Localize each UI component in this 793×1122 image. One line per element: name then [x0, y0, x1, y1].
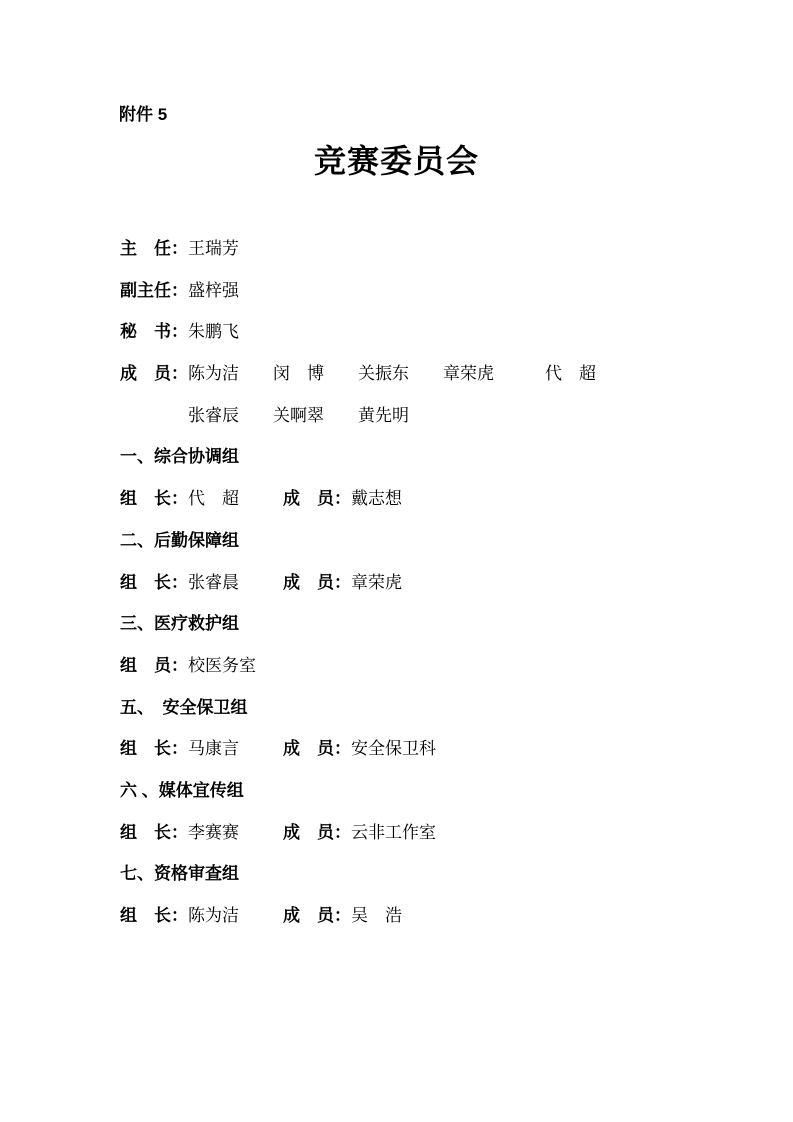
leader-value: 马康言	[188, 739, 239, 759]
page-title: 竞赛委员会	[313, 143, 479, 179]
member-value: 戴志想	[351, 489, 402, 509]
leader-value: 李赛赛	[188, 822, 239, 842]
leader-value: 张睿晨	[188, 572, 239, 592]
group-line-6	[120, 812, 753, 854]
role-value: 张睿辰 关啊翠 黄先明	[188, 405, 409, 425]
role-line-director	[120, 228, 753, 270]
group-heading-3: 三、医疗救护组	[120, 614, 239, 634]
role-value: 朱鹏飞	[188, 322, 239, 342]
group-heading-6: 六 、媒体宜传组	[120, 780, 244, 800]
member-value: 吴 浩	[351, 906, 402, 925]
role-value: 王瑞芳	[188, 239, 239, 258]
committee-roster	[120, 228, 753, 937]
member-value: 章荣虎	[351, 572, 402, 592]
role-value: 陈为洁 闵 博 关振东 章荣虎 代 超	[188, 364, 596, 384]
member-label: 成 员：	[283, 906, 351, 925]
leader-label: 组 长：	[120, 739, 188, 759]
leader-label: 组 长：	[120, 822, 188, 842]
members-continuation-line	[120, 395, 753, 437]
member-value: 云非工作室	[351, 822, 436, 842]
group-heading-1: 一、综合协调组	[120, 447, 239, 467]
role-value: 盛梓强	[188, 280, 239, 300]
leader-value: 代 超	[188, 489, 239, 509]
member-value: 安全保卫科	[351, 739, 436, 759]
member-label: 组 员：	[120, 655, 188, 675]
role-label: 成 员：	[120, 364, 188, 384]
group-heading-5: 五、 安全保卫组	[120, 697, 248, 717]
group-line-3	[120, 645, 753, 687]
leader-value: 陈为洁	[188, 906, 239, 925]
member-label: 成 员：	[283, 572, 351, 592]
group-heading-7: 七、资格审查组	[120, 864, 239, 884]
member-label: 成 员：	[283, 822, 351, 842]
role-line-members	[120, 353, 753, 395]
role-label: 主 任：	[120, 239, 188, 258]
group-line-5	[120, 728, 753, 770]
role-label: 秘 书：	[120, 322, 188, 342]
group-line-2	[120, 562, 753, 604]
member-value: 校医务室	[188, 655, 256, 675]
role-line-deputy-director	[120, 270, 753, 312]
group-line-7	[120, 895, 753, 937]
member-label: 成 员：	[283, 489, 351, 509]
member-label: 成 员：	[283, 739, 351, 759]
leader-label: 组 长：	[120, 906, 188, 925]
attachment-label: 附件 5	[119, 105, 168, 124]
group-line-1	[120, 478, 753, 520]
role-label: 副主任：	[120, 280, 188, 300]
group-heading-2: 二、后勤保障组	[120, 530, 239, 550]
role-line-secretary	[120, 311, 753, 353]
leader-label: 组 长：	[120, 572, 188, 592]
leader-label: 组 长：	[120, 489, 188, 509]
